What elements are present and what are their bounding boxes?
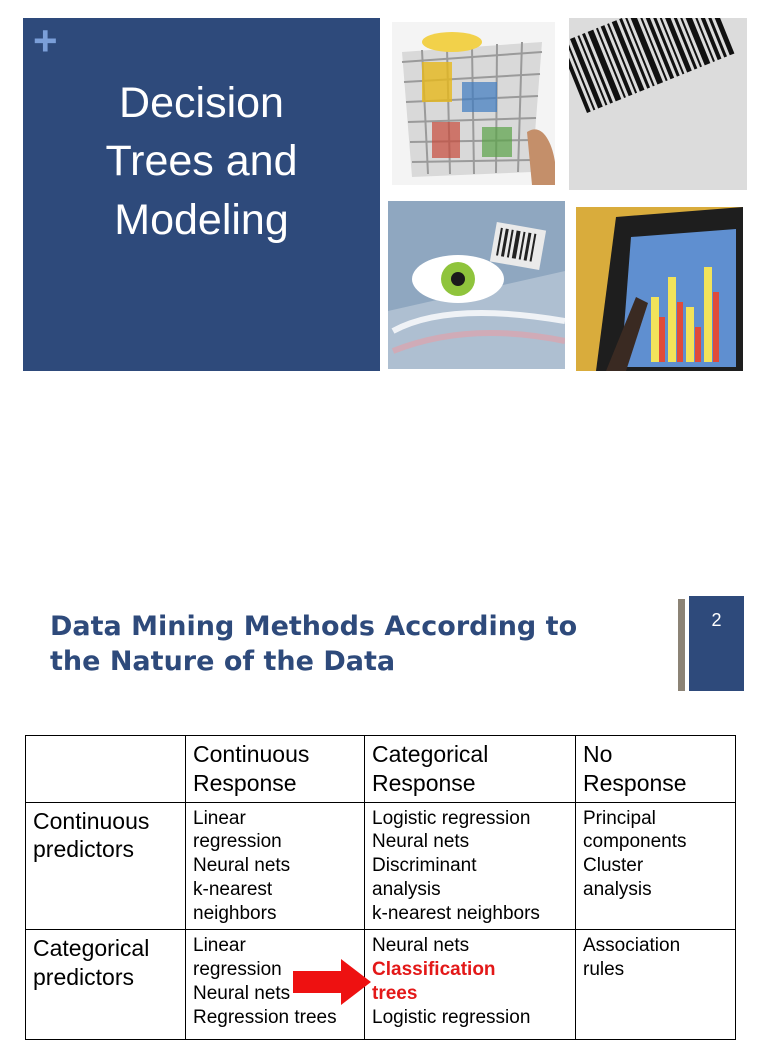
table-row	[26, 930, 736, 1040]
page-number: 2	[711, 610, 722, 630]
title-panel	[23, 18, 380, 371]
cell-line: Discriminant	[372, 855, 477, 876]
page-number-box	[689, 596, 744, 691]
cell-line: analysis	[372, 878, 441, 900]
right-arrow-icon	[293, 959, 373, 1005]
slide-heading: Data Mining Methods According to the Nature of the Data	[50, 611, 578, 677]
cell-continuous-continuous	[186, 802, 365, 930]
header-continuous-response: Continuous Response	[186, 736, 365, 803]
cell-line: components	[583, 831, 687, 853]
cell-line: Neural nets	[193, 982, 291, 1004]
cell-line: Neural nets	[372, 935, 470, 957]
barcode-photo	[569, 18, 747, 190]
methods-table	[25, 735, 736, 1040]
cell-line: Regression trees	[193, 1006, 337, 1028]
computer-screen-photo	[576, 207, 743, 371]
cell-line: rules	[583, 959, 625, 980]
cell-line: k-nearest	[193, 878, 273, 900]
cell-line: Linear	[193, 935, 246, 957]
cell-line: k-nearest neighbors	[372, 902, 540, 924]
cell-line: regression	[193, 831, 282, 853]
cell-line: analysis	[583, 878, 652, 900]
slide-title: Decision Trees and Modeling	[105, 79, 298, 244]
cell-line: regression	[193, 959, 282, 980]
header-no-response: No Response	[576, 736, 736, 803]
cell-line: Principal	[583, 807, 656, 829]
cell-line: Association	[583, 935, 681, 957]
cell-line: neighbors	[193, 902, 277, 924]
row-label-categorical-predictors: Categorical predictors	[26, 930, 186, 1040]
header-corner	[26, 736, 186, 803]
row-label-continuous-predictors: Continuous predictors	[26, 802, 186, 930]
plus-icon: +	[33, 17, 58, 64]
cell-line: Neural nets	[372, 831, 470, 853]
cell-line: Logistic regression	[372, 1006, 531, 1028]
cell-categorical-none	[576, 930, 736, 1040]
header-categorical-response: Categorical Response	[365, 736, 576, 803]
cell-categorical-categorical	[365, 930, 576, 1040]
cell-line: Neural nets	[193, 855, 291, 876]
accent-divider	[678, 599, 685, 691]
eye-data-photo	[388, 201, 565, 369]
table-header-row	[26, 736, 736, 803]
cell-line: Linear	[193, 807, 246, 829]
cell-line: Cluster	[583, 855, 644, 876]
shopping-cart-photo	[392, 22, 555, 185]
cell-continuous-categorical	[365, 802, 576, 930]
highlighted-cell-line: Classification	[372, 959, 496, 980]
table-row	[26, 802, 736, 930]
cell-line: Logistic regression	[372, 807, 531, 829]
highlighted-cell-line: trees	[372, 982, 418, 1004]
cell-continuous-none	[576, 802, 736, 930]
